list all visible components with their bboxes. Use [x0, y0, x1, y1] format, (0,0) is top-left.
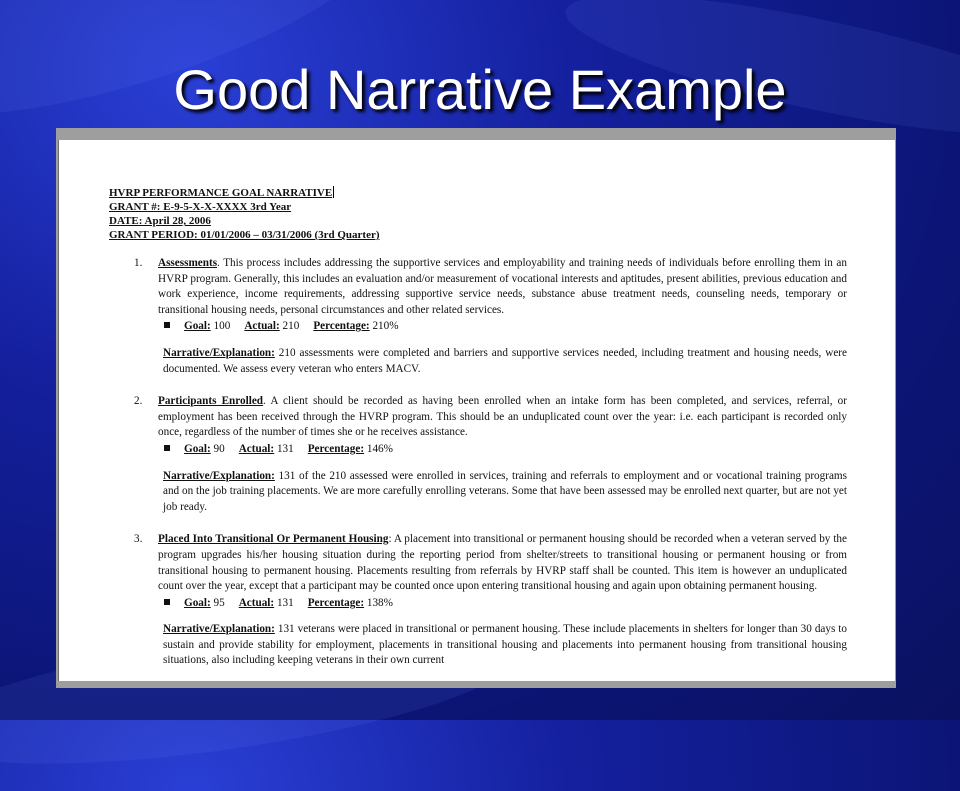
item-description: A client should be recorded as having been enrolled when an intake form has been completed, and services, referral, or employment has been received through the HVRP program. This should be an unduplicated count over the year: i.e. each participant is recorded only once, regardless of the number of times she or he receives assistance.	[158, 395, 848, 439]
actual-label: Actual:	[238, 442, 275, 455]
goal-line	[164, 442, 847, 458]
percentage-label: Percentage:	[313, 320, 370, 333]
narrative-label: Narrative/Explanation:	[163, 346, 275, 359]
goal-item	[134, 532, 847, 669]
goal-item	[134, 394, 848, 515]
item-title: Assessments	[158, 257, 218, 269]
goal-value: 90	[213, 442, 225, 455]
percentage-value: 138%	[366, 596, 393, 609]
item-body: Placed Into Transitional Or Permanent Housing: A placement into transitional or permanent housing should be recorded when a veteran served by the program upgrades his/her housing situation during the reporting period from shelter/streets to transitional housing or permanent housing or from transitional housing to permanent housing. Placements resulting from referrals by HVRP staff shall be counted. This item is however an unduplicated count over the year, except that a participant may be counted once upon entering transitional housing and again upon obtaining permanent housing.	[158, 533, 847, 593]
item-description: This process includes addressing the supportive services and employability and training needs of individuals before enrolling them in an HVRP program. Generally, this includes an evaluation and/or measurement of vocational interests and aptitudes, present abilities, previous education and work experience, income requirements, addressing supportive service needs, substance abuse treatment needs, counseling needs, temporary or transitional housing needs, personal circumstances and other related services.	[158, 257, 847, 316]
slide-title: Good Narrative Example	[173, 58, 787, 121]
document-page	[58, 140, 895, 681]
item-body: Assessments. This process includes addressing the supportive services and employability and training needs of individuals before enrolling them in an HVRP program. Generally, this includes an evaluation and/or measurement of vocational interests and aptitudes, present abilities, previous education and work experience, income requirements, addressing supportive service needs, substance abuse treatment needs, counseling needs, temporary or transitional housing needs, personal circumstances and other related services.	[158, 257, 847, 316]
narrative-label: Narrative/Explanation:	[163, 469, 275, 482]
header-grant: GRANT #: E-9-5-X-X-XXXX 3rd Year	[109, 201, 292, 213]
item-body: Participants Enrolled. A client should be recorded as having been enrolled when an intake form has been completed, and services, referral, or employment has been received through the HVRP program. This should be an unduplicated count over the year: i.e. each participant is recorded only once, regardless of the number of times she or he receives assistance.	[158, 395, 848, 439]
goal-label: Goal:	[184, 320, 211, 333]
narrative-explanation	[163, 346, 847, 377]
goal-label: Goal:	[184, 442, 211, 455]
narrative-explanation	[163, 469, 847, 516]
actual-label: Actual:	[244, 320, 280, 333]
percentage-value: 146%	[366, 442, 393, 455]
actual-value: 131	[276, 442, 294, 455]
narrative-text: 131 of the 210 assessed were enrolled in services, training and referrals to employment and or vocational training programs and on the job training placements. We are more carefully enrolling veterans. Some that have been assessed may be enrolled next quarter, but are not yet job ready.	[163, 469, 847, 513]
narrative-label: Narrative/Explanation:	[163, 623, 275, 636]
item-title: Participants Enrolled	[158, 395, 264, 408]
header-grant-period: GRANT PERIOD: 01/01/2006 – 03/31/2006 (3rd Quarter)	[109, 229, 380, 241]
bullet-icon	[164, 445, 170, 451]
goal-value: 100	[213, 320, 231, 333]
item-number: 3.	[134, 533, 143, 546]
item-number: 2.	[134, 395, 143, 408]
narrative-explanation	[163, 622, 847, 669]
goal-item	[134, 256, 847, 377]
actual-value: 131	[276, 596, 294, 609]
header-title: HVRP PERFORMANCE GOAL NARRATIVE	[109, 187, 333, 199]
bullet-icon	[164, 322, 170, 328]
item-number: 1.	[134, 257, 143, 269]
goal-line	[164, 596, 847, 612]
document-content	[109, 186, 847, 669]
header-date: DATE: April 28, 2006	[109, 215, 211, 227]
narrative-text: 131 veterans were placed in transitional or permanent housing. These include placements in shelters for longer than 30 days to sustain and provide stability for employment, placements in transitional housing and placements into permanent housing from transitional housing situations, also including keeping veterans in their own current	[163, 623, 847, 667]
goal-label: Goal:	[184, 596, 211, 609]
percentage-label: Percentage:	[307, 442, 365, 455]
goal-line	[164, 319, 847, 335]
item-description: A placement into transitional or permanent housing should be recorded when a veteran served by the program upgrades his/her housing situation during the reporting period from shelter/streets to transitional housing or permanent housing or from transitional housing to permanent housing. Placements resulting from referrals by HVRP staff shall be counted. This item is however an unduplicated count over the year, except that a participant may be counted once upon entering transitional housing and again upon obtaining permanent housing.	[158, 533, 847, 593]
percentage-value: 210%	[372, 320, 399, 333]
percentage-label: Percentage:	[307, 596, 365, 609]
text-cursor	[333, 186, 334, 198]
item-title: Placed Into Transitional Or Permanent Housing	[158, 533, 389, 546]
actual-value: 210	[282, 320, 300, 333]
goal-value: 95	[213, 596, 225, 609]
narrative-text: 210 assessments were completed and barriers and supportive services needed, including treatment and housing needs, were documented. We assess every veteran who enters MACV.	[163, 346, 847, 375]
bullet-icon	[164, 599, 170, 605]
actual-label: Actual:	[238, 596, 275, 609]
narrative-header	[109, 186, 847, 242]
